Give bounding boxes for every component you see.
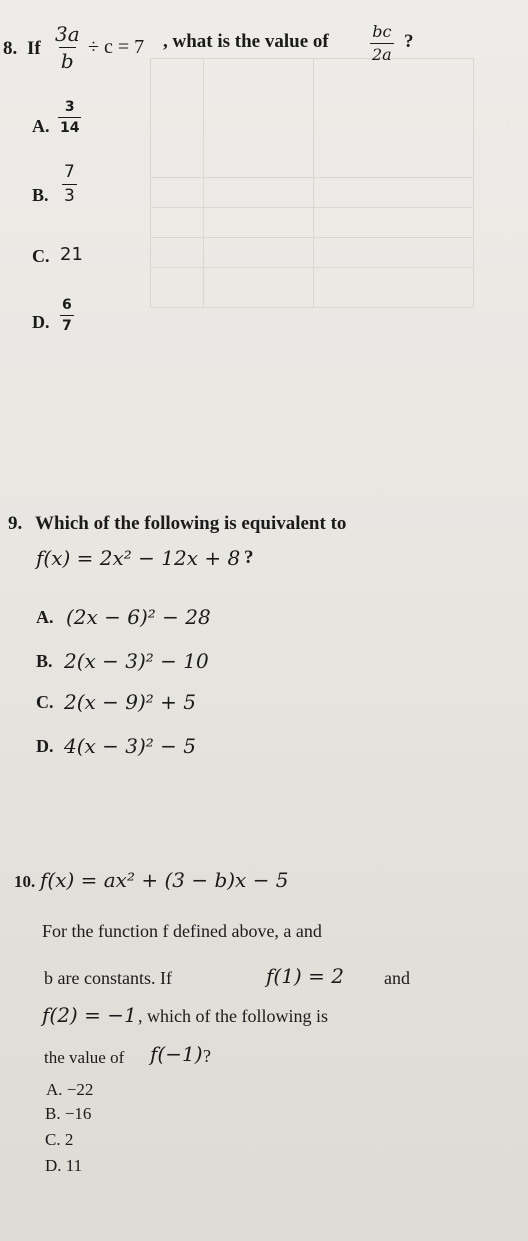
q10-line3-text: , which of the following is: [138, 1006, 328, 1026]
q8-expression: $\frac{3a}{b}$ ÷ c = 7: [55, 22, 145, 73]
q9-option-a: (2x − 6)² − 28: [66, 605, 211, 629]
q10-option-c: C. 2: [45, 1130, 74, 1149]
q10-function: f(x) = ax² + (3 − b)x − 5: [40, 868, 289, 892]
q8-option-b-letter: B.: [32, 185, 49, 205]
q8-option-a: $\frac{3}{14}$: [60, 99, 80, 136]
q10-option-b: B. −16: [45, 1104, 92, 1123]
q9-option-c-letter: C.: [36, 692, 54, 712]
q10-option-a: A. −22: [46, 1080, 94, 1099]
q10-line4-text: the value of: [44, 1048, 125, 1067]
q8-option-c-letter: C.: [32, 246, 50, 266]
q10-condition-2: f(2) = −1: [42, 1003, 137, 1027]
q10-qmark: ?: [203, 1046, 211, 1066]
q9-function: f(x) = 2x² − 12x + 8: [36, 546, 241, 570]
q8-option-c: 21: [60, 244, 83, 265]
q10-line2-and: and: [384, 968, 410, 988]
q8-option-d: $\frac{6}{7}$: [62, 297, 72, 334]
q10-target-expr: f(−1): [150, 1042, 203, 1066]
q9-option-b-letter: B.: [36, 651, 53, 671]
q8-option-a-letter: A.: [32, 116, 50, 136]
q9-option-a-letter: A.: [36, 607, 54, 627]
bleed-through-table: [150, 58, 474, 308]
q10-line2-text: b are constants. If: [44, 968, 172, 988]
q9-option-d-letter: D.: [36, 736, 54, 756]
q10-number: 10.: [14, 872, 36, 891]
q9-number: 9.: [8, 513, 23, 534]
q8-target: $\frac{bc}{2a}$: [372, 22, 392, 64]
q8-option-d-letter: D.: [32, 312, 50, 332]
q9-qmark: ?: [244, 547, 254, 568]
q8-option-b: $\frac{7}{3}$: [64, 162, 75, 206]
q9-option-b: 2(x − 3)² − 10: [64, 649, 209, 673]
q8-lead: If: [27, 38, 41, 59]
q9-option-c: 2(x − 9)² + 5: [64, 690, 197, 714]
q8-fraction: $\frac{3a}{b}$: [55, 22, 80, 73]
q8-qmark: ?: [404, 31, 414, 52]
q8-number: 8.: [3, 38, 18, 59]
q10-option-d: D. 11: [45, 1156, 83, 1175]
q9-stem: Which of the following is equivalent to: [35, 513, 347, 534]
q9-option-d: 4(x − 3)² − 5: [64, 734, 197, 758]
q10-line1: For the function f defined above, a and: [42, 921, 322, 941]
q10-condition-1: f(1) = 2: [266, 964, 344, 988]
q8-stem-tail: , what is the value of: [163, 31, 329, 52]
